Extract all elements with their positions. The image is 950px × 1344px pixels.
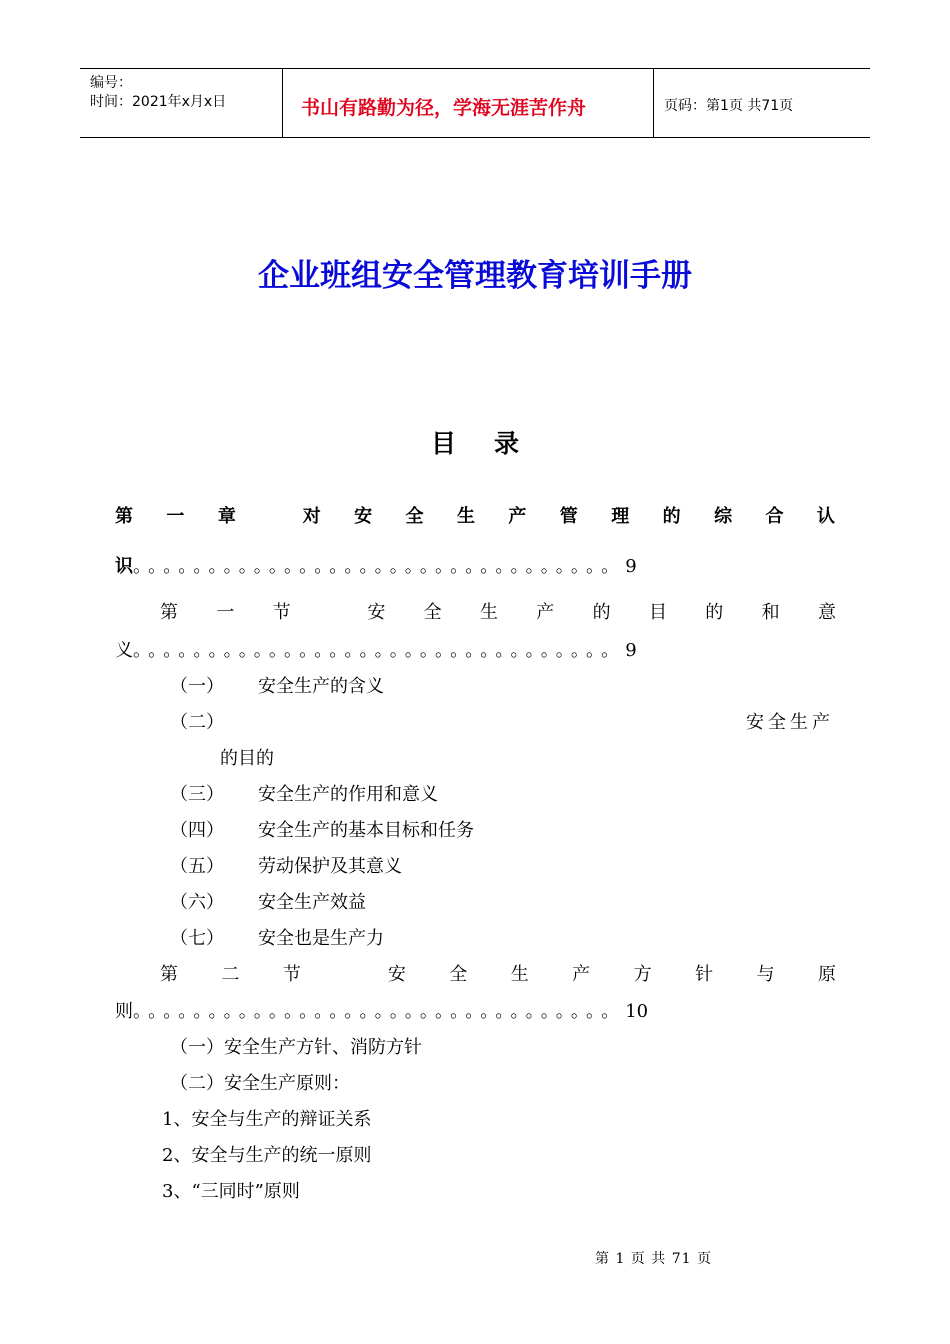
toc-item-number: （一）	[170, 676, 224, 697]
toc-char: 第	[115, 506, 133, 527]
toc-char: 第	[160, 964, 178, 985]
toc-item-number: （六）	[170, 892, 224, 913]
page-footer: 第 1 页 共 71 页	[595, 1251, 712, 1267]
header-page-cell	[654, 69, 870, 137]
toc-item[interactable]	[170, 780, 438, 806]
toc-char: 产	[508, 506, 527, 527]
toc-item[interactable]: 2、安全与生产的统一原则	[162, 1145, 372, 1166]
toc-char: 方	[633, 964, 652, 985]
toc-char: 合	[765, 506, 784, 527]
toc-item[interactable]	[170, 888, 366, 914]
toc-item-number: （四）	[170, 820, 224, 841]
toc-page-number: 9	[625, 556, 637, 577]
toc-char: 生	[456, 506, 475, 527]
toc-item-text-cont: 的目的	[220, 748, 274, 769]
toc-page-number: 10	[625, 1001, 649, 1022]
toc-char: 节	[272, 602, 291, 623]
toc-char: 安	[367, 602, 386, 623]
toc-char: 一	[216, 602, 235, 623]
toc-item[interactable]	[170, 852, 402, 878]
toc-char: 综	[714, 506, 733, 527]
toc-item[interactable]: 3、“三同时”原则	[162, 1181, 300, 1202]
toc-item[interactable]	[170, 672, 384, 698]
page-header	[80, 68, 870, 138]
toc-item[interactable]	[170, 708, 224, 734]
toc-item-text: 劳动保护及其意义	[258, 856, 402, 877]
toc-char: 全	[449, 964, 468, 985]
toc-char: 一	[166, 506, 185, 527]
toc-char: 二	[221, 964, 240, 985]
toc-char: 认	[816, 506, 835, 527]
toc-char: 安	[387, 964, 406, 985]
document-number-label: 编号：	[90, 75, 132, 91]
document-title: 企业班组安全管理教育培训手册	[258, 258, 692, 294]
toc-char: 产	[536, 602, 555, 623]
toc-char: 的	[592, 602, 611, 623]
header-page-info: 页码：第1页 共71页	[664, 98, 794, 114]
toc-section-1-2[interactable]	[160, 960, 836, 986]
toc-item-text: 安全生产	[746, 712, 834, 733]
toc-char: 全	[423, 602, 442, 623]
toc-item-number: （二）	[170, 712, 224, 733]
toc-char: 对	[302, 506, 321, 527]
toc-cont-char: 义	[115, 640, 133, 661]
toc-char: 的	[705, 602, 724, 623]
toc-item-text: 安全生产的基本目标和任务	[258, 820, 474, 841]
toc-leader-dots: 。。。。。。。。。。。。。。。。。。。。。。。。。。。。。。。。	[133, 640, 626, 661]
toc-leader-dots: 。。。。。。。。。。。。。。。。。。。。。。。。。。。。。。。。	[133, 556, 626, 577]
toc-char: 针	[695, 964, 714, 985]
toc-cont-char: 则	[115, 1001, 133, 1022]
header-meta-cell	[80, 69, 283, 137]
toc-char: 安	[354, 506, 373, 527]
toc-section-1-1[interactable]	[160, 598, 836, 624]
toc-item-text: 安全也是生产力	[258, 928, 384, 949]
toc-cont-char: 识	[115, 556, 133, 577]
toc-item-text: 安全生产的作用和意义	[258, 784, 438, 805]
toc-char: 生	[510, 964, 529, 985]
toc-heading: 目录	[430, 429, 557, 458]
header-motto-cell	[283, 69, 654, 137]
toc-char: 和	[761, 602, 780, 623]
toc-chapter-1[interactable]	[115, 502, 835, 528]
toc-page-number: 9	[625, 640, 637, 661]
motto-text: 书山有路勤为径，学海无涯苦作舟	[301, 97, 587, 119]
toc-item-number: （七）	[170, 928, 224, 949]
toc-item[interactable]	[170, 816, 474, 842]
toc-char: 产	[572, 964, 591, 985]
toc-item[interactable]: （二）安全生产原则：	[170, 1073, 350, 1094]
toc-char: 理	[611, 506, 630, 527]
toc-item[interactable]	[170, 924, 384, 950]
toc-item[interactable]: 1、安全与生产的辩证关系	[162, 1109, 372, 1130]
toc-char: 目	[648, 602, 667, 623]
toc-section-1-2-cont[interactable]	[115, 997, 648, 1023]
toc-item-number: （五）	[170, 856, 224, 877]
toc-char: 第	[160, 602, 178, 623]
toc-char: 章	[217, 506, 236, 527]
toc-leader-dots: 。。。。。。。。。。。。。。。。。。。。。。。。。。。。。。。。	[133, 1001, 626, 1022]
toc-item-number: （三）	[170, 784, 224, 805]
toc-char: 原	[817, 964, 836, 985]
toc-char: 的	[662, 506, 681, 527]
toc-chapter-1-cont[interactable]	[115, 552, 637, 578]
toc-char: 与	[756, 964, 775, 985]
toc-item[interactable]: （一）安全生产方针、消防方针	[170, 1037, 422, 1058]
document-time-label: 时间：2021年x月x日	[90, 94, 227, 110]
toc-char: 意	[817, 602, 836, 623]
toc-item-text: 安全生产的含义	[258, 676, 384, 697]
toc-char: 节	[282, 964, 301, 985]
toc-char: 全	[405, 506, 424, 527]
toc-char: 生	[479, 602, 498, 623]
toc-section-1-1-cont[interactable]	[115, 636, 637, 662]
toc-char: 管	[559, 506, 578, 527]
toc-item-text: 安全生产效益	[258, 892, 366, 913]
